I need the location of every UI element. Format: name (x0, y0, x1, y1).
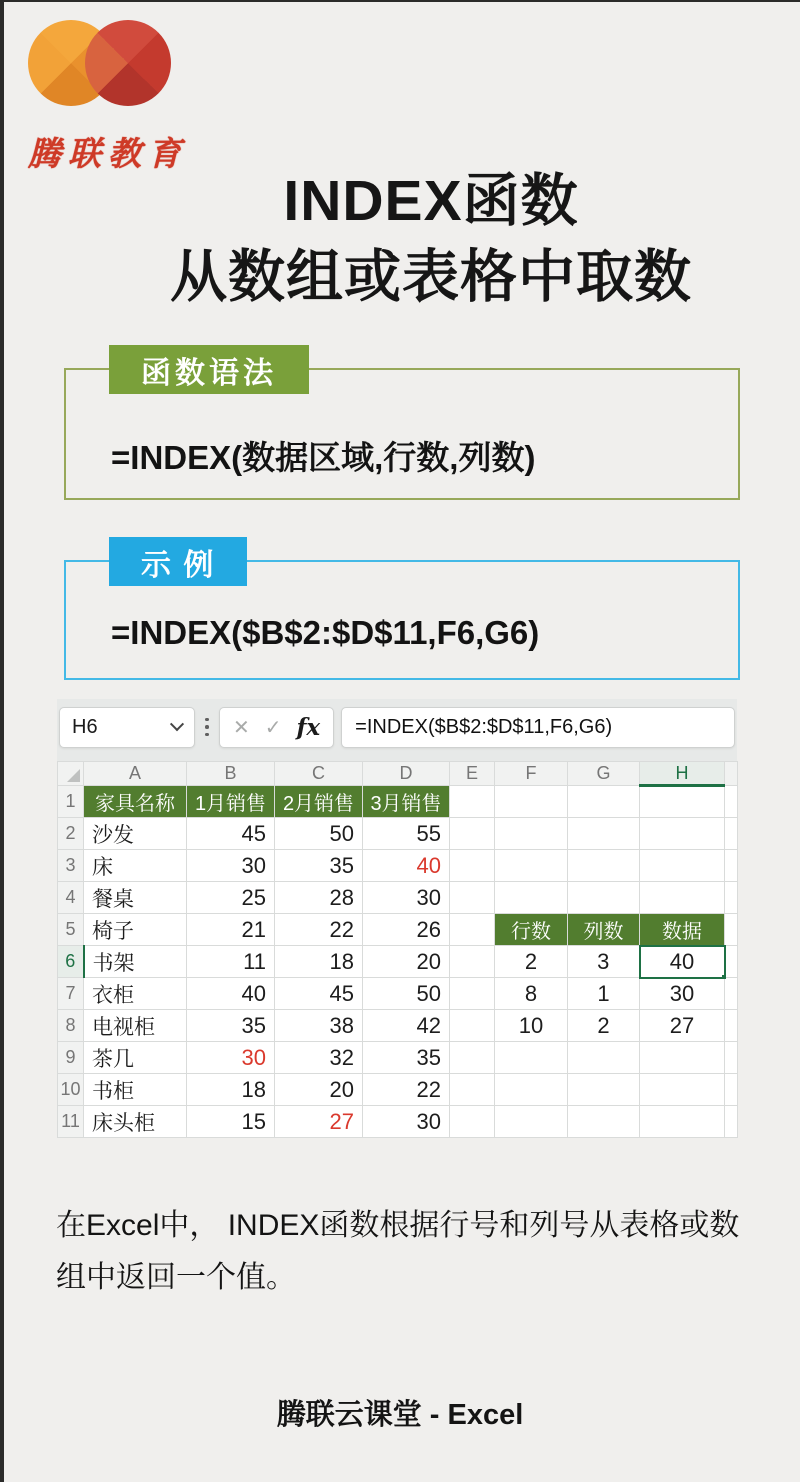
cell-E3[interactable] (450, 850, 495, 882)
cell-D5[interactable]: 26 (363, 914, 450, 946)
row-header-8[interactable]: 8 (58, 1010, 84, 1042)
col-header-B[interactable]: B (187, 762, 275, 786)
syntax-panel (64, 356, 740, 500)
row-header-11[interactable]: 11 (58, 1106, 84, 1138)
cell-E10[interactable] (450, 1074, 495, 1106)
row-header-1[interactable]: 1 (58, 786, 84, 818)
cell-C6[interactable]: 18 (275, 946, 363, 978)
cell-F3[interactable] (495, 850, 568, 882)
formula-buttons (219, 707, 334, 748)
cell-H10[interactable] (640, 1074, 725, 1106)
cell-F10[interactable] (495, 1074, 568, 1106)
sheet-row-4 (58, 882, 738, 914)
cell-B11[interactable]: 15 (187, 1106, 275, 1138)
active-cell-value: 40 (669, 948, 695, 974)
cell-B5[interactable]: 21 (187, 914, 275, 946)
cell-F4[interactable] (495, 882, 568, 914)
sheet-row-1 (58, 786, 738, 818)
title-line-2: 从数组或表格中取数 (170, 245, 692, 310)
row-header-6-active[interactable]: 6 (58, 946, 84, 978)
cell-B4[interactable]: 25 (187, 882, 275, 914)
cell-E6[interactable] (450, 946, 495, 978)
cell-A5[interactable]: 椅子 (84, 914, 187, 946)
row-header-3[interactable]: 3 (58, 850, 84, 882)
sheet-row-5 (58, 914, 738, 946)
cell-H11[interactable] (640, 1106, 725, 1138)
name-box[interactable] (59, 707, 195, 748)
row-header-2[interactable]: 2 (58, 818, 84, 850)
cell-G3[interactable] (568, 850, 640, 882)
cell-G8[interactable]: 2 (568, 1010, 640, 1042)
cell-D2[interactable]: 55 (363, 818, 450, 850)
cell-A10[interactable]: 书柜 (84, 1074, 187, 1106)
cell-G11[interactable] (568, 1106, 640, 1138)
cell-E9[interactable] (450, 1042, 495, 1074)
cell-H7[interactable]: 30 (640, 978, 725, 1010)
cell-F2[interactable] (495, 818, 568, 850)
name-box-value: H6 (72, 715, 98, 738)
row-header-7[interactable]: 7 (58, 978, 84, 1010)
cell-C9[interactable]: 32 (275, 1042, 363, 1074)
sheet-row-8 (58, 1010, 738, 1042)
cell-H4[interactable] (640, 882, 725, 914)
cell-D11[interactable]: 30 (363, 1106, 450, 1138)
cell-B10[interactable]: 18 (187, 1074, 275, 1106)
sheet-row-3 (58, 850, 738, 882)
logo-circle-red-icon (85, 20, 171, 106)
cell-G2[interactable] (568, 818, 640, 850)
page-title (0, 163, 800, 316)
name-box-dropdown-icon[interactable] (170, 717, 184, 731)
scan-edge-top (0, 0, 800, 2)
cell-E7[interactable] (450, 978, 495, 1010)
cell-D8[interactable]: 42 (363, 1010, 450, 1042)
cell-F9[interactable] (495, 1042, 568, 1074)
cell-C1[interactable]: 2月销售 (275, 786, 363, 818)
cell-D7[interactable]: 50 (363, 978, 450, 1010)
cell-A4[interactable]: 餐桌 (84, 882, 187, 914)
cell-D6[interactable]: 20 (363, 946, 450, 978)
cell-A11[interactable]: 床头柜 (84, 1106, 187, 1138)
title-line-1: INDEX函数 (283, 169, 579, 233)
excel-screenshot (57, 699, 737, 1138)
example-panel (64, 548, 740, 680)
col-header-C[interactable]: C (275, 762, 363, 786)
cell-G9[interactable] (568, 1042, 640, 1074)
enter-icon[interactable]: ✓ (264, 716, 282, 739)
row-header-5[interactable]: 5 (58, 914, 84, 946)
cell-D3-highlighted[interactable]: 40 (363, 850, 450, 882)
sheet-row-10 (58, 1074, 738, 1106)
row-header-4[interactable]: 4 (58, 882, 84, 914)
cell-E11[interactable] (450, 1106, 495, 1138)
cell-E1[interactable] (450, 786, 495, 818)
cell-F1[interactable] (495, 786, 568, 818)
cell-C2[interactable]: 50 (275, 818, 363, 850)
logo-text: 腾联教育 (28, 135, 188, 172)
example-formula: =INDEX($B$2:$D$11,F6,G6) (111, 614, 540, 651)
insert-function-icon[interactable]: fx (296, 713, 321, 741)
cell-B7[interactable]: 40 (187, 978, 275, 1010)
cell-C7[interactable]: 45 (275, 978, 363, 1010)
formula-bar-input[interactable]: =INDEX($B$2:$D$11,F6,G6) (341, 707, 735, 748)
cell-B3[interactable]: 30 (187, 850, 275, 882)
cell-F11[interactable] (495, 1106, 568, 1138)
cell-H2[interactable] (640, 818, 725, 850)
cell-B1[interactable]: 1月销售 (187, 786, 275, 818)
cell-H9[interactable] (640, 1042, 725, 1074)
cell-C8[interactable]: 38 (275, 1010, 363, 1042)
col-header-sliver (725, 762, 738, 786)
cell-B2[interactable]: 45 (187, 818, 275, 850)
cell-A9[interactable]: 茶几 (84, 1042, 187, 1074)
col-header-H-active[interactable]: H (640, 762, 725, 786)
cell-A2[interactable]: 沙发 (84, 818, 187, 850)
logo (28, 20, 248, 180)
cell-F7[interactable]: 8 (495, 978, 568, 1010)
select-all-corner[interactable] (58, 762, 84, 786)
cell-A8[interactable]: 电视柜 (84, 1010, 187, 1042)
cell-D1[interactable]: 3月销售 (363, 786, 450, 818)
cell-B6[interactable]: 11 (187, 946, 275, 978)
cell-D4[interactable]: 30 (363, 882, 450, 914)
cell-E2[interactable] (450, 818, 495, 850)
cell-D9[interactable]: 35 (363, 1042, 450, 1074)
row-header-10[interactable]: 10 (58, 1074, 84, 1106)
example-label: 示 例 (109, 537, 247, 586)
col-header-D[interactable]: D (363, 762, 450, 786)
cell-H3[interactable] (640, 850, 725, 882)
cell-G4[interactable] (568, 882, 640, 914)
formula-bar-separator-icon (202, 718, 212, 737)
syntax-label: 函数语法 (109, 345, 309, 394)
cell-A7[interactable]: 衣柜 (84, 978, 187, 1010)
cell-A1[interactable]: 家具名称 (84, 786, 187, 818)
cell-B9-highlighted[interactable]: 30 (187, 1042, 275, 1074)
sheet-row-11 (58, 1106, 738, 1138)
cell-G10[interactable] (568, 1074, 640, 1106)
cell-G1[interactable] (568, 786, 640, 818)
spreadsheet-grid (57, 761, 738, 1138)
col-header-G[interactable]: G (568, 762, 640, 786)
cancel-icon[interactable]: ✕ (233, 716, 250, 739)
cell-C11-highlighted[interactable]: 27 (275, 1106, 363, 1138)
col-header-F[interactable]: F (495, 762, 568, 786)
cell-F6[interactable]: 2 (495, 946, 568, 978)
cell-E4[interactable] (450, 882, 495, 914)
cell-C5[interactable]: 22 (275, 914, 363, 946)
column-header-row (58, 762, 738, 786)
cell-G7[interactable]: 1 (568, 978, 640, 1010)
col-header-E[interactable]: E (450, 762, 495, 786)
footer-text: 腾联云课堂 - Excel (276, 1399, 524, 1431)
sheet-row-2 (58, 818, 738, 850)
cell-C3[interactable]: 35 (275, 850, 363, 882)
scan-edge-left (0, 0, 4, 1482)
cell-A3[interactable]: 床 (84, 850, 187, 882)
cell-H5[interactable]: 数据 (640, 914, 725, 946)
formula-bar-row (57, 699, 737, 755)
col-header-A[interactable]: A (84, 762, 187, 786)
cell-G5[interactable]: 列数 (568, 914, 640, 946)
cell-H1[interactable] (640, 786, 725, 818)
fill-handle[interactable] (720, 973, 725, 978)
sheet-row-9 (58, 1042, 738, 1074)
cell-B8[interactable]: 35 (187, 1010, 275, 1042)
cell-F5[interactable]: 行数 (495, 914, 568, 946)
cell-D10[interactable]: 22 (363, 1074, 450, 1106)
cell-H8[interactable]: 27 (640, 1010, 725, 1042)
cell-G6[interactable]: 3 (568, 946, 640, 978)
sheet-row-6 (58, 946, 738, 978)
cell-E8[interactable] (450, 1010, 495, 1042)
description-text: 在Excel中， INDEX函数根据行号和列号从表格或数组中返回一个值。 (56, 1209, 740, 1294)
cell-C4[interactable]: 28 (275, 882, 363, 914)
cell-C10[interactable]: 20 (275, 1074, 363, 1106)
select-all-icon (67, 769, 80, 782)
cell-F8[interactable]: 10 (495, 1010, 568, 1042)
cell-A6[interactable]: 书架 (84, 946, 187, 978)
syntax-formula: =INDEX(数据区域,行数,列数) (111, 439, 536, 476)
row-header-9[interactable]: 9 (58, 1042, 84, 1074)
sheet-row-7 (58, 978, 738, 1010)
cell-E5[interactable] (450, 914, 495, 946)
cell-H6-active[interactable] (640, 946, 725, 978)
